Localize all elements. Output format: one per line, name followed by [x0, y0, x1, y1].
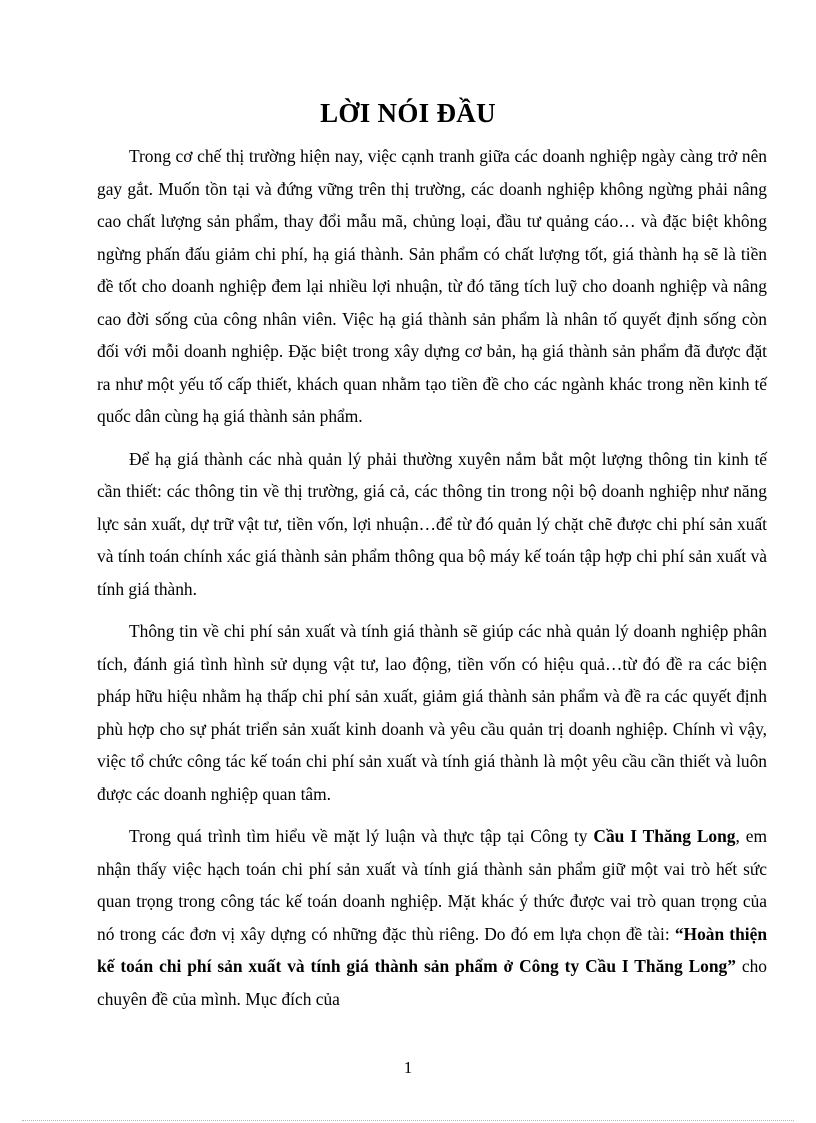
paragraph-4-intro: Trong quá trình tìm hiểu về mặt lý luận và thực tập tại Công ty [129, 826, 594, 846]
page-number: 1 [403, 1058, 413, 1077]
paragraph-4-middle: , em nhận thấy việc hạch toán chi phí sản xuất và tính giá thành sản phẩm giữ một vai trò hết sức quan trọng trong công tác kế toán doanh nghiệp. Mặt khác ý thức được vai trò quan trọng của nó trong các đơn vị xây dựng có những đặc thù riêng. Do đó em lựa chọn đề tài: [97, 826, 767, 944]
paragraph-4-end: cho chuyên đề của mình. Mục đích của [97, 956, 767, 1009]
page-title: LỜI NÓI ĐẦU [320, 98, 496, 128]
thesis-topic: “Hoàn thiện kế toán chi phí sản xuất và tính giá thành sản phẩm ở Công ty Cầu I Thăng Long” [97, 923, 767, 976]
page-bottom-border [22, 1120, 794, 1121]
paragraph-2: Để hạ giá thành các nhà quản lý phải thường xuyên nắm bắt một lượng thông tin kinh tế cần thiết: các thông tin về thị trường, giá cả, các thông tin trong nội bộ doanh nghiệp như năng lực sản xuất, dự trữ vật tư, tiền vốn, lợi nhuận…để từ đó quản lý chặt chẽ được chi phí sản xuất và tính toán chính xác giá thành sản phẩm thông qua bộ máy kế toán tập hợp chi phí sản xuất và tính giá thành. [97, 448, 767, 599]
document-body [97, 140, 767, 1015]
paragraph-1: Trong cơ chế thị trường hiện nay, việc cạnh tranh giữa các doanh nghiệp ngày càng trở nên gay gắt. Muốn tồn tại và đứng vững trên thị trường, các doanh nghiệp không ngừng phải nâng cao chất lượng sản phẩm, thay đổi mẫu mã, chủng loại, đầu tư quảng cáo… và đặc biệt không ngừng phấn đấu giảm chi phí, hạ giá thành. Sản phẩm có chất lượng tốt, giá thành hạ sẽ là tiền đề tốt cho doanh nghiệp đem lại nhiều lợi nhuận, từ đó tăng tích luỹ cho doanh nghiệp và nâng cao đời sống của công nhân viên. Việc hạ giá thành sản phẩm là nhân tố quyết định sống còn đối với mỗi doanh nghiệp. Đặc biệt trong xây dựng cơ bản, hạ giá thành sản phẩm đã được đặt ra như một yếu tố cấp thiết, khách quan nhằm tạo tiền đề cho các ngành khác trong nền kinh tế quốc dân cùng hạ giá thành sản phẩm. [97, 146, 767, 426]
paragraph-3: Thông tin về chi phí sản xuất và tính giá thành sẽ giúp các nhà quản lý doanh nghiệp phân tích, đánh giá tình hình sử dụng vật tư, lao động, tiền vốn có hiệu quả…từ đó đề ra các biện pháp hữu hiệu nhằm hạ thấp chi phí sản xuất, giảm giá thành sản phẩm và đề ra các quyết định phù hợp cho sự phát triển sản xuất kinh doanh và yêu cầu quản trị doanh nghiệp. Chính vì vậy, việc tổ chức công tác kế toán chi phí sản xuất và tính giá thành là một yêu cầu cần thiết và luôn được các doanh nghiệp quan tâm. [97, 621, 767, 804]
paragraph-4 [97, 820, 767, 1015]
company-name: Cầu I Thăng Long [593, 826, 736, 846]
